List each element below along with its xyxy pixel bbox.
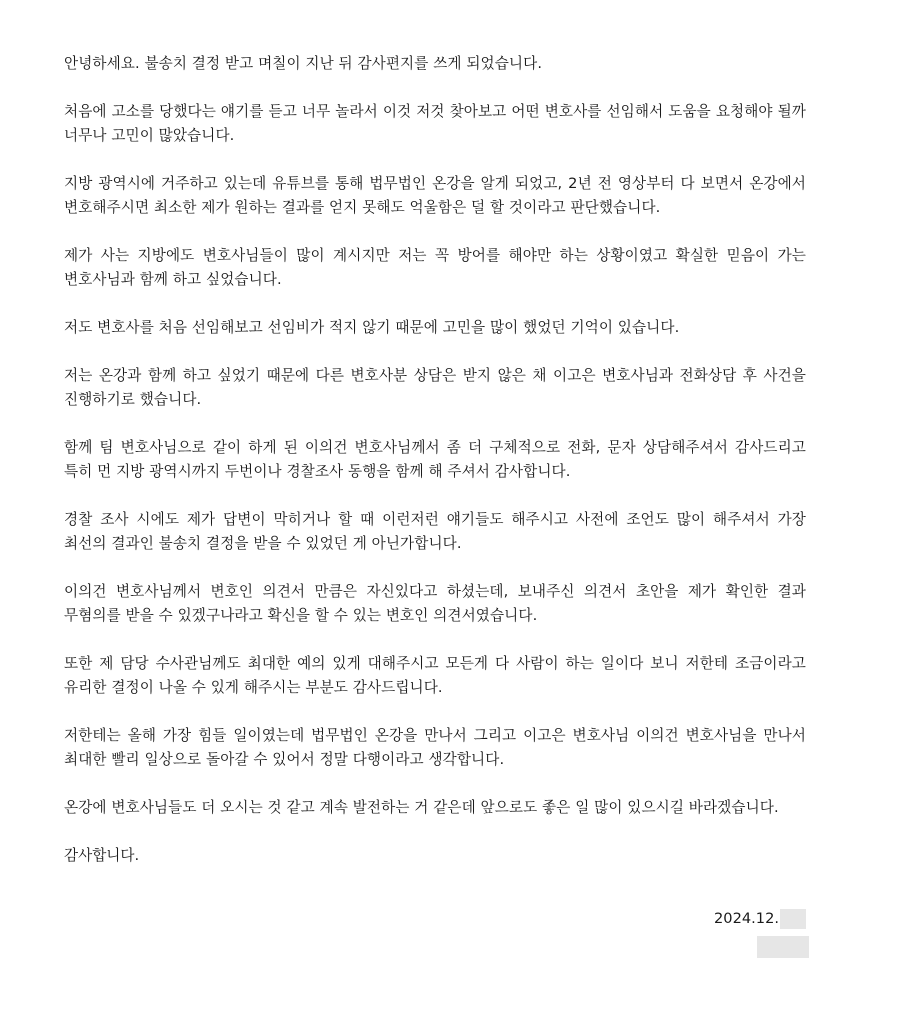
paragraph-9: 또한 제 담당 수사관님께도 최대한 예의 있게 대해주시고 모든게 다 사람이 하는 일이다 보니 저한테 조금이라고 유리한 결정이 나올 수 있게 해주시는 부분도 감사드립니다. [64, 655, 806, 696]
paragraph-3: 제가 사는 지방에도 변호사님들이 많이 계시지만 저는 꼭 방어를 해야만 하는 상황이였고 확실한 믿음이 가는 변호사님과 함께 하고 싶었습니다. [64, 247, 806, 288]
date-text: 2024.12. [714, 910, 779, 927]
paragraph-4: 저도 변호사를 처음 선임해보고 선임비가 적지 않기 때문에 고민을 많이 했었던 기억이 있습니다. [64, 319, 680, 336]
paragraph-11: 온강에 변호사님들도 더 오시는 것 같고 계속 발전하는 거 같은데 앞으로도 좋은 일 많이 있으시길 바라겠습니다. [64, 799, 779, 816]
closing-thanks: 감사합니다. [64, 847, 140, 864]
paragraph-greeting: 안녕하세요. 불송치 결정 받고 며칠이 지난 뒤 감사편지를 쓰게 되었습니다. [64, 55, 543, 72]
paragraph-2: 지방 광역시에 거주하고 있는데 유튜브를 통해 법무법인 온강을 알게 되었고, 2년 전 영상부터 다 보면서 온강에서 변호해주시면 최소한 제가 원하는 결과를 얻지 못해도 억울함은 덜 할 것이라고 판단했습니다. [64, 175, 806, 216]
letter-body [64, 52, 806, 868]
redacted-signature-block [757, 936, 809, 958]
paragraph-10: 저한테는 올해 가장 힘들 일이였는데 법무법인 온강을 만나서 그리고 이고은 변호사님 이의건 변호사님을 만나서 최대한 빨리 일상으로 돌아갈 수 있어서 정말 다행이라고 생각합니다. [64, 727, 806, 768]
paragraph-6: 함께 팀 변호사님으로 같이 하게 된 이의건 변호사님께서 좀 더 구체적으로 전화, 문자 상담해주셔서 감사드리고 특히 먼 지방 광역시까지 두번이나 경찰조사 동행을 함께 해 주셔서 감사합니다. [64, 439, 806, 480]
paragraph-1: 처음에 고소를 당했다는 얘기를 듣고 너무 놀라서 이것 저것 찾아보고 어떤 변호사를 선임해서 도움을 요청해야 될까 너무나 고민이 많았습니다. [64, 103, 806, 144]
paragraph-8: 이의건 변호사님께서 변호인 의견서 만큼은 자신있다고 하셨는데, 보내주신 의견서 초안을 제가 확인한 결과 무혐의를 받을 수 있겠구나라고 확신을 할 수 있는 변호인 의견서였습니다. [64, 583, 806, 624]
redacted-day-block [780, 909, 806, 929]
paragraph-7: 경찰 조사 시에도 제가 답변이 막히거나 할 때 이런저런 얘기들도 해주시고 사전에 조언도 많이 해주셔서 가장 최선의 결과인 불송치 결정을 받을 수 있었던 게 아닌가합니다. [64, 511, 806, 552]
letter-date [714, 908, 806, 930]
paragraph-5: 저는 온강과 함께 하고 싶었기 때문에 다른 변호사분 상담은 받지 않은 채 이고은 변호사님과 전화상담 후 사건을 진행하기로 했습니다. [64, 367, 806, 408]
